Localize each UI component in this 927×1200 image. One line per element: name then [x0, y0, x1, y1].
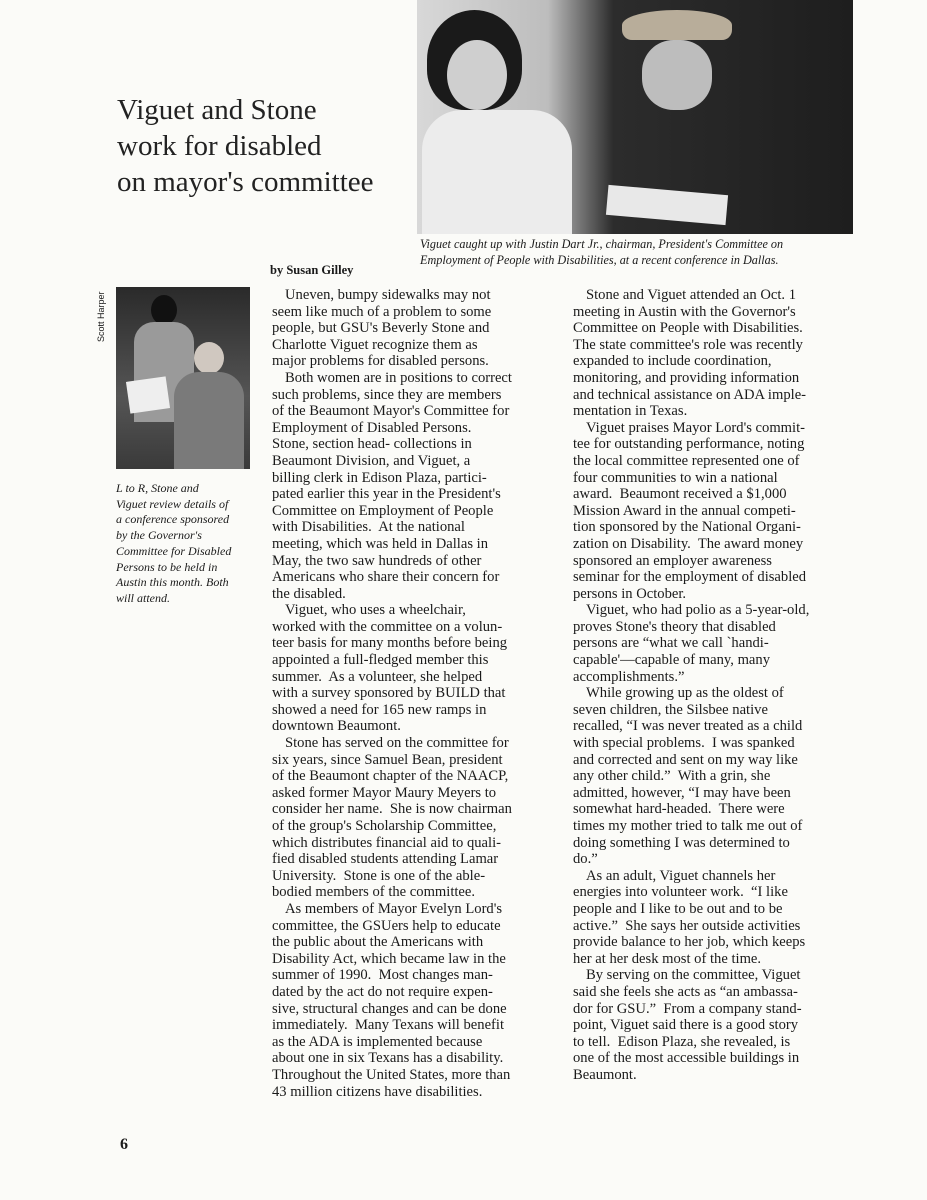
paragraph: Stone and Viguet attended an Oct. 1 meeting in Austin with the Governor's Committee on People with Disabilities. The state committee's role was recently expanded to include coordination, monitoring, and providing information and technical assistance on ADA imple- mentation in Texas. — [573, 287, 807, 420]
paragraph: Uneven, bumpy sidewalks may not seem like much of a problem to some people, but GSU's Beverly Stone and Charlotte Viguet recognize them as major problems for disabled persons. — [272, 287, 492, 370]
paragraph: Viguet, who had polio as a 5-year-old, proves Stone's theory that disabled persons are “what we call `handi- capable'—capable of many, many accomplishments.” — [573, 602, 810, 685]
paragraph: As an adult, Viguet channels her energies into volunteer work. “I like people and I like to be out and to be active.” She says her outside activities provide balance to her job, which keeps her at her desk most of the time. — [573, 867, 806, 967]
paragraph: As members of Mayor Evelyn Lord's committee, the GSUers help to educate the public about the Americans with Disability Act, which became law in the summer of 1990. Most changes man- dated by the act do not require expen- sive, structural changes and can be done immediately. Many Texans will benefit as the ADA is implemented because about one in six Texans has a disability. Throughout the United States, more than 43 million citizens have disabilities. — [272, 900, 511, 1100]
photo-viguet-and-dart — [417, 0, 853, 234]
paragraph: Viguet praises Mayor Lord's commit- tee for outstanding performance, noting the local committee represented one of four communities to win a national award. Beaumont received a $1,000 Mission Award in the annual competi- tion sponsored by the National Organi- zation on Disability. The award money sponsored an employer awareness seminar for the employment of disabled persons in October. — [573, 419, 807, 602]
paragraph: Viguet, who uses a wheelchair, worked with the committee on a volun- teer basis for many months before being appointed a full-fledged member this summer. As a volunteer, she helped with a survey sponsored by BUILD that showed a need for 165 new ramps in downtown Beaumont. — [272, 602, 508, 735]
paragraph: Stone has served on the committee for six years, since Samuel Bean, president of the Beaumont chapter of the NAACP, asked former Mayor Maury Meyers to consider her name. She is now chairman of the group's Scholarship Committee, which distributes financial aid to quali- fied disabled students attending Lamar University. Stone is one of the able- bodied members of the committee. — [272, 735, 512, 901]
side-photo-caption: L to R, Stone and Viguet review details of a conference sponsored by the Governor's Committee for Disabled Persons to be held in Austin this month. Both will attend. — [116, 481, 232, 605]
photo-stone-and-viguet — [116, 287, 250, 469]
page-number: 6 — [120, 1136, 128, 1153]
paragraph: By serving on the committee, Viguet said she feels she acts as “an ambassa- dor for GSU.” From a company stand- point, Viguet said there is a good story to tell. Edison Plaza, she revealed, is one of the most accessible buildings in Beaumont. — [573, 967, 802, 1083]
headline: Viguet and Stone work for disabled on mayor's committee — [117, 94, 374, 198]
article-column-2 — [573, 287, 863, 1084]
main-photo-caption: Viguet caught up with Justin Dart Jr., chairman, President's Committee on Employment of People with Disabilities, at a recent conference in Dallas. — [420, 237, 784, 267]
paragraph: While growing up as the oldest of seven children, the Silsbee native recalled, “I was never treated as a child with special problems. I was spanked and corrected and sent on my way like any other child.” With a grin, she admitted, however, “I may have been somewhat hard-headed. There were times my mother tried to talk me out of doing something I was determined to do.” — [573, 685, 803, 868]
byline: by Susan Gilley — [270, 263, 354, 277]
paragraph: Both women are in positions to correct such problems, since they are members of the Beaumont Mayor's Committee for Employment of Disabled Persons. Stone, section head- collections in Beaumont Division, and Viguet, a billing clerk in Edison Plaza, partici- pated earlier this year in the President's Committee on Employment of People with Disabilities. At the national meeting, which was held in Dallas in May, the two saw hundreds of other Americans who share their concern for the disabled. — [272, 369, 512, 602]
photo-credit: Scott Harper — [96, 291, 106, 342]
article-column-1 — [272, 287, 562, 1100]
